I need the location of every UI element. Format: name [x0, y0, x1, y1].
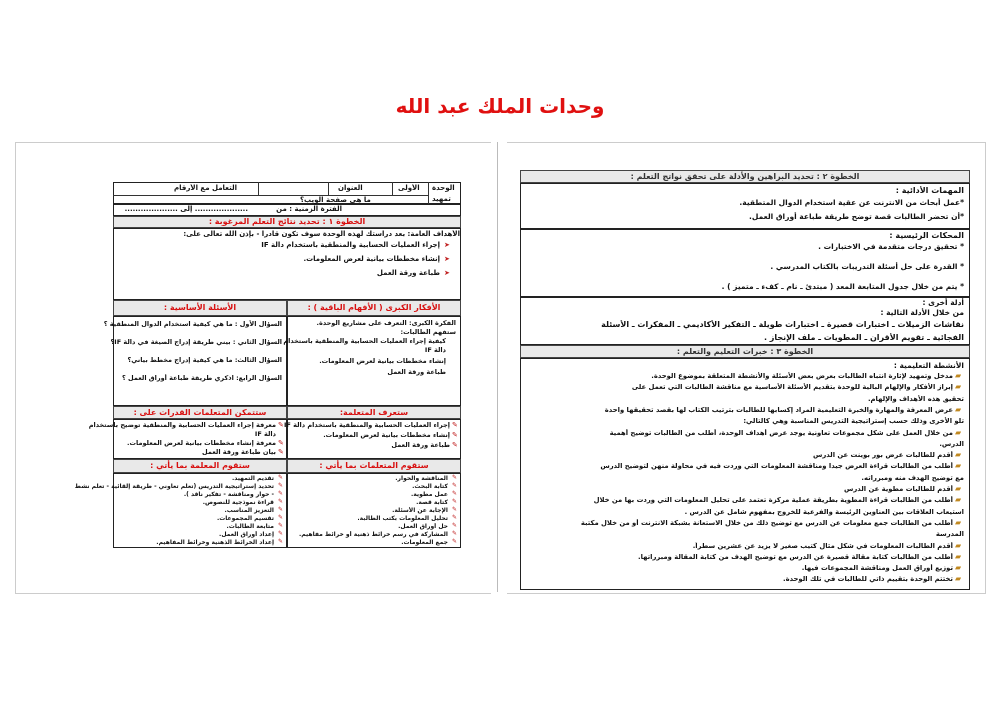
pen-icon: ✎ [278, 538, 284, 545]
activity-line: المدرسة [935, 530, 964, 539]
activity-line: أطلب من الطالبات قراءة المطوية بطريقة عملية مركزة تعتمد على تحليل المعلومات التي وردت بها من خلال [593, 496, 953, 505]
teacher-activity-item: تقسيم المجموعات. [216, 515, 274, 522]
intro-question: ما هي صفحة الويب؟ [300, 196, 371, 204]
activity-line: توزيع أوراق العمل ومناقشة المجموعات فيها. [801, 564, 953, 573]
step2-header-text: الخطوة ٢ : تحديد البراهين والأدلة على تحقق نواتج التعلم : [630, 172, 860, 181]
student-activity-item: حل أوراق العمل. [398, 523, 448, 530]
teacher-activity-item: إعداد أوراق العمل. [219, 531, 274, 538]
book-icon: ▰ [955, 404, 962, 414]
student-activity-item: الإجابة عن الأسئلة. [392, 507, 448, 514]
criteria-item: * القدرة على حل أسئلة التدريبات بالكتاب المدرسي . [770, 262, 964, 271]
know-item: طباعة ورقة العمل [391, 441, 450, 449]
pen-icon: ✎ [278, 474, 284, 481]
step1-header [113, 216, 461, 228]
activity-line: أطلب من الطالبات كتابة مقالة قصيرة عن الدرس مع توضيح الهدف من كتابة المقالة ومبرراتها. [637, 552, 953, 561]
teacher-header [113, 459, 287, 473]
arrow-icon: ➤ [444, 255, 450, 263]
able-header [113, 406, 287, 419]
book-icon: ▰ [955, 517, 962, 527]
other-evidence-title: أدلة أخرى : [922, 298, 964, 307]
step3-header [520, 345, 970, 358]
pen-icon: ✎ [278, 514, 284, 521]
pen-icon: ✎ [278, 522, 284, 529]
questions-header-text: الأسئلة الأساسية : [163, 303, 237, 312]
pen-icon: ✎ [278, 439, 284, 447]
teacher-activity-item: إعداد الخرائط الذهنية وخرائط المفاهيم. [156, 539, 274, 546]
idea-line: ستفهم الطالبات: [400, 328, 456, 336]
step2-header [520, 170, 970, 183]
pen-icon: ✎ [452, 421, 458, 429]
tasks-title: المهمات الأدائية : [895, 186, 964, 195]
goal-item: إجراء العمليات الحسابية والمنطقية باستخدام دالة IF [261, 241, 440, 249]
book-icon: ▰ [955, 563, 962, 573]
criteria-item: * تحقيق درجات متقدمة في الاختبارات . [818, 242, 964, 251]
pen-icon: ✎ [278, 490, 284, 497]
book-icon: ▰ [955, 551, 962, 561]
activity-line: تحقيق هذه الأهداف والإلهام. [867, 394, 964, 403]
student-activity-item: المشاركة في رسم خرائط ذهنية أو خرائط مفاهيم. [299, 531, 448, 538]
able-header-text: ستتمكن المتعلمات القدرات على : [133, 408, 267, 417]
pen-icon: ✎ [278, 482, 284, 489]
book-icon: ▰ [955, 495, 962, 505]
arrow-icon: ➤ [444, 269, 450, 277]
book-icon: ▰ [955, 574, 962, 584]
idea-line: دالة IF [424, 346, 446, 354]
address-label: العنوان [338, 184, 363, 192]
activities-title: الأنشطة التعليمية : [893, 361, 964, 370]
teacher-activity-item: - حوار ومناقشة - تفكير ناقد ). [183, 491, 274, 498]
student-activity-item: كتابة البحث. [412, 483, 448, 490]
activity-line: استيعاب العلاقات بين العناوين الرئيسة والفرعية للخروج بمفهوم شامل عن الدرس . [684, 507, 964, 516]
activity-line: عرض المعرفة والمهارة والخبرة التعليمية المراد إكسابها للطالبات بترتيب الكتاب لها بقصد تحقيقها واحدة [604, 405, 953, 414]
period-range: .................... إلى .................... [124, 205, 248, 213]
pen-icon: ✎ [452, 482, 458, 489]
general-goals-text: الأهداف العامة: بعد دراستك لهذه الوحدة سوف تكون قادرا - بإذن الله تعالى على: [183, 230, 460, 238]
activity-line: تلو الأخرى وذلك حسب إستراتيجية التدريس المناسبة وهي كالتالي: [743, 417, 964, 426]
question-line: السؤال الأول : ما هي كيفية استخدام الدوال المنطقية ؟ [103, 320, 282, 328]
ideas-header-text: الأفكار الكبرى ( الأفهام الباقية ) : [307, 303, 441, 312]
document-title: وحدات الملك عبد الله [395, 94, 605, 118]
activity-line: من خلال العمل على شكل مجموعات تعاونية يوجد عرض أهداف الوحدة، أطلب من الطالبات توضيح أهمية [609, 428, 953, 437]
pen-icon: ✎ [452, 522, 458, 529]
idea-line: الفكرة الكبرى: التعرف على مشاريع الوحدة. [316, 319, 456, 327]
pen-icon: ✎ [452, 431, 458, 439]
student-activity-item: تحليل المعلومات بكتب الطالبة. [357, 515, 448, 522]
questions-header [113, 300, 287, 316]
pen-icon: ✎ [452, 506, 458, 513]
question-line: السؤال الثالث: ما هي كيفية إدراج مخطط بياني؟ [127, 356, 282, 364]
book-icon: ▰ [955, 484, 962, 493]
know-item: إنشاء مخططات بيانية لعرض المعلومات. [323, 431, 450, 439]
criteria-title: المحكات الرئيسية : [889, 231, 964, 240]
pen-icon: ✎ [452, 490, 458, 497]
period-label: الفترة الزمنية : من [276, 205, 342, 213]
student-activity-item: كتابة قصة. [416, 499, 448, 506]
intro-label: تمهيد [432, 195, 451, 203]
teacher-activity-item: قراءة نموذجية للنصوص. [202, 499, 274, 506]
able-item: معرفة إنشاء مخططات بيانية لعرض المعلومات. [127, 439, 276, 447]
activity-line: أقدم للطالبات مطوية عن الدرس [844, 485, 953, 493]
idea-line: طباعة ورقة العمل [387, 368, 446, 376]
activity-line: إبراز الأفكار والإلهام البالية للوحدة بتقديم الأسئلة الأساسية مع مناقشة الطالبات التي تعمل على [631, 383, 953, 392]
book-icon: ▰ [955, 371, 962, 380]
teacher-activity-item: تقديم التمهيد. [231, 475, 274, 482]
student-activity-item: عمل مطوية. [410, 491, 448, 498]
pen-icon: ✎ [452, 530, 458, 537]
know-header [287, 406, 461, 419]
teacher-activity-item: تحديد إستراتيجية التدريس (تعلم تعاوني - طريقة إلقائية - تعلم نشط [74, 483, 274, 490]
address-value: التعامل مع الأرقام [174, 184, 238, 192]
unit-value: الأولى [398, 184, 420, 192]
able-item: معرفة إجراء العمليات الحسابية والمنطقية توضيح باستخدام [88, 421, 276, 429]
goal-item: طباعة ورقة العمل [376, 269, 440, 277]
able-item: بيان طباعة ورقة العمل [202, 448, 276, 456]
book-icon: ▰ [955, 450, 962, 460]
book-icon: ▰ [955, 382, 962, 392]
teacher-header-text: ستقوم المعلمة بما يأتي : [150, 461, 250, 470]
ideas-header [287, 300, 461, 316]
activity-line: الدرس. [939, 439, 964, 448]
students-header-text: ستقوم المتعلمات بما يأتي : [319, 461, 429, 470]
book-icon: ▰ [955, 540, 962, 550]
book-icon: ▰ [955, 461, 962, 471]
unit-label: الوحدة [432, 184, 455, 192]
pen-icon: ✎ [452, 474, 458, 481]
idea-line: كيفية إجراء العمليات الحسابية والمنطقية باستخدام [283, 337, 446, 345]
pen-icon: ✎ [278, 506, 284, 513]
book-icon: ▰ [955, 427, 962, 437]
goal-item: إنشاء مخططات بيانية لعرض المعلومات. [303, 255, 440, 263]
idea-line: إنشاء مخططات بيانية لعرض المعلومات. [319, 357, 446, 365]
arrow-icon: ➤ [444, 241, 450, 249]
activity-line: أقدم الطالبات المعلومات في شكل مثال كتيب صغير لا يزيد عن عشرين سطراً. [692, 541, 953, 550]
pen-icon: ✎ [452, 498, 458, 505]
activity-line: تختتم الوحدة بتقييم ذاتي للطالبات في تلك الوحدة. [783, 575, 953, 584]
step1-header-text: الخطوة ١ : تحديد نتائج التعلم المرغوبة : [208, 217, 366, 226]
pen-icon: ✎ [278, 530, 284, 537]
teacher-activity-item: متابعة الطالبات. [226, 523, 274, 530]
question-line: السؤال الرابع: اذكري طريقة طباعة أوراق العمل ؟ [122, 374, 282, 382]
task-item: *أن تحضر الطالبات قصة توضح طريقة طباعة أوراق العمل. [749, 212, 964, 221]
teacher-activity-item: التعزيز المناسب. [224, 507, 274, 514]
pen-icon: ✎ [452, 514, 458, 521]
student-activity-item: المناقشة والحوار. [395, 475, 448, 482]
student-activity-item: جمع المعلومات. [401, 539, 448, 546]
activity-line: أطلب من الطالبات جمع معلومات عن الدرس مع توضيح ذلك من خلال الاستعانة بشبكة الانترنت أو من خلال مكتبة [580, 518, 953, 527]
activity-line: أطلب من الطالبات قراءة العرض جيدا ومناقشة المعلومات التي وردت فيه في محاولة منهن لتوضيح الدرس [600, 462, 953, 471]
students-header [287, 459, 461, 473]
page-gutter [497, 142, 498, 592]
task-item: *عمل أبحاث من الانترنت عن عقية استخدام الدوال المتطقية. [739, 198, 964, 207]
other-evidence-line: الفجائية ـ تقويم الأقران ـ المطويات ـ ملف الإنجاز . [763, 333, 964, 342]
activity-line: أقدم للطالبات عرض بور بوينت عن الدرس [812, 451, 953, 460]
able-item: دالة IF [254, 430, 276, 438]
pen-icon: ✎ [452, 538, 458, 545]
question-line: السؤال الثاني : بيني طريقة إدراج الصيغة في دالة IF؟ [110, 338, 282, 346]
other-evidence-subtitle: من خلال الأدلة التالية : [880, 308, 964, 317]
step3-header-text: الخطوة ٣ : خبرات التعليم والتعلم : [676, 347, 814, 356]
criteria-item: * يتم من خلال جدول المتابعة المعد ( مبتدئ ـ نام ـ كفء ـ متميز ) . [721, 282, 964, 291]
other-evidence-line: نقاشات الزميلات ـ اختبارات قصيرة ـ اختبارات طويلة ـ التفكير الأكاديمي ـ المفكرات ـ الأسئلة [601, 320, 964, 329]
know-item: إجراء العمليات الحسابية والمنطقية باستخدام دالة IF [284, 421, 450, 429]
pen-icon: ✎ [278, 448, 284, 456]
activity-line: مع توضيح الهدف منه ومبرراته. [861, 473, 964, 482]
pen-icon: ✎ [278, 421, 284, 429]
know-header-text: ستعرف المتعلمة: [339, 408, 409, 417]
pen-icon: ✎ [278, 498, 284, 505]
pen-icon: ✎ [452, 441, 458, 449]
activity-line: مدخل وتمهيد لإثارة انتباه الطالبات بعرض بعض الأسئلة والأنشطة المتعلقة بموضوع الوحدة. [651, 372, 953, 380]
